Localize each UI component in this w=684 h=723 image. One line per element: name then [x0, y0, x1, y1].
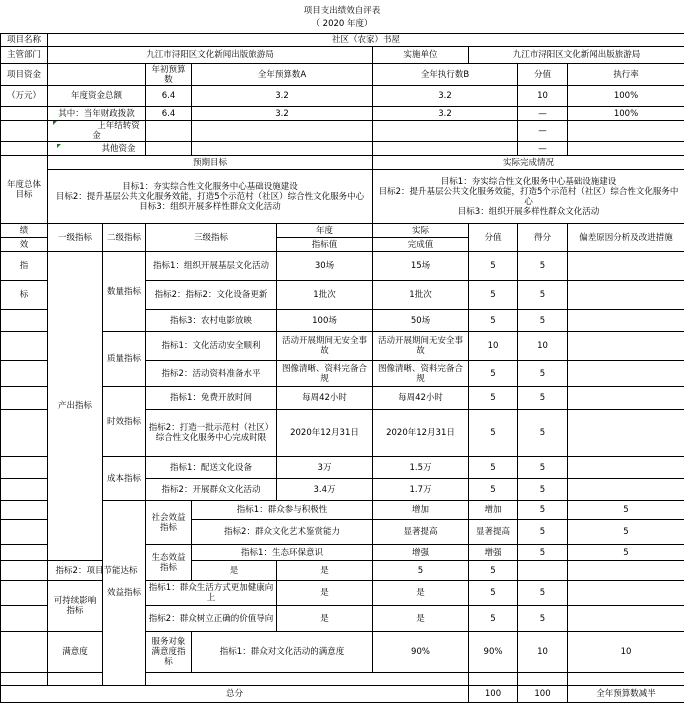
funds-unit: （万元） — [1, 86, 48, 107]
project-name-label: 项目名称 — [1, 34, 48, 47]
table-row: 指标2：项目节能达标 是 是 5 5 — [1, 561, 684, 581]
l1-output: 产出指标 — [48, 252, 103, 561]
goals-label: 年度总体目标 — [1, 156, 48, 224]
l2-cost: 成本指标 — [103, 457, 146, 501]
table-row: 指标2：群众文化艺术鉴赏能力 显著提高 显著提高 5 5 — [1, 520, 684, 545]
table-row: 满意度 服务对象满意度指标 指标1：群众对文化活动的满意度 90% 90% 10 10 — [1, 632, 684, 673]
header-l3: 三级指标 — [146, 224, 277, 252]
table-row: 成本指标 指标1：配送文化设备 3万 1.5万 5 5 — [1, 457, 684, 479]
table-row: 指标2：开展群众文化活动 3.4万 1.7万 5 5 — [1, 479, 684, 501]
goals-expected: 目标1：夯实综合性文化服务中心基础设施建设 目标2：提升基层公共文化服务效能，打造5个示范村（社区）综合性文化服务中心 目标3：组织开展多样性群众文化活动 — [48, 170, 373, 224]
header-done: 完成值 — [373, 238, 469, 252]
table-row: 指 产出指标 数量指标 指标1：组织开展基层文化活动 30场 15场 5 5 — [1, 252, 684, 281]
header-actual: 实际 — [373, 224, 469, 238]
funds-header-budget: 年初预算数 — [146, 64, 192, 86]
cell-marker-icon — [53, 121, 57, 125]
l2-sustain: 可持续影响指标 — [48, 581, 103, 632]
goals-actual: 目标1：夯实综合性文化服务中心基础设施建设 目标2：提升基层公共文化服务效能，打造5个示范村（社区）综合性文化服务中心 目标3：组织开展多样性群众文化活动 — [373, 170, 684, 224]
table-row: 指标3：农村电影放映 100场 50场 5 5 — [1, 310, 684, 332]
cell-marker-icon — [57, 144, 61, 148]
l2-serve: 服务对象满意度指标 — [146, 632, 192, 673]
funds-header-full: 全年预算数A — [192, 64, 373, 86]
funds-row: 上年结转资金 — — [1, 121, 684, 142]
dept-name: 九江市浔阳区文化新闻出版旅游局 — [48, 47, 373, 64]
funds-header-exec: 全年执行数B — [373, 64, 518, 86]
l2-social: 社会效益指标 — [146, 501, 192, 545]
impl-label: 实施单位 — [373, 47, 469, 64]
table-row: 标 指标2：指标2：文化设备更新 1批次 1批次 5 5 — [1, 281, 684, 310]
total-note: 全年预算数减半 — [568, 686, 684, 703]
funds-header-score: 分值 — [518, 64, 568, 86]
side-label: 指 — [1, 252, 48, 281]
goals-expected-header: 预期目标 — [48, 156, 373, 170]
table-row: 指标2：打造一批示范村（社区）综合性文化服务中心完成时限 2020年12月31日 2020年12月31日 5 5 — [1, 410, 684, 457]
side-label: 效 — [1, 238, 48, 252]
header-reason: 偏差原因分析及改进措施 — [568, 224, 684, 252]
table-row: 生态效益指标 指标1：生态环保意识 增强 增强 5 5 — [1, 545, 684, 561]
total-label: 总分 — [1, 686, 469, 703]
evaluation-table — [0, 33, 684, 703]
l2-time: 时效指标 — [103, 387, 146, 457]
doc-title: 项目支出绩效自评表 — [303, 6, 381, 16]
dept-label: 主管部门 — [1, 47, 48, 64]
side-label-top: 绩 — [1, 224, 48, 238]
l1-benefit: 效益指标 — [103, 501, 146, 686]
goals-actual-header: 实际完成情况 — [373, 156, 684, 170]
header-got: 得分 — [518, 224, 568, 252]
header-target: 指标值 — [277, 238, 373, 252]
impl-name: 九江市浔阳区文化新闻出版旅游局 — [469, 47, 684, 64]
header-score: 分值 — [469, 224, 518, 252]
table-row: 时效指标 指标1：免费开放时间 每周42小时 每周42小时 5 5 — [1, 387, 684, 410]
header-l1: 一级指标 — [48, 224, 103, 252]
table-row: 效益指标 社会效益指标 指标1：群众参与积极性 增加 增加 5 5 — [1, 501, 684, 520]
table-row: 质量指标 指标1：文化活动安全顺利 活动开展期间无安全事故 活动开展期间无安全事故 10 10 — [1, 332, 684, 361]
header-year: 年度 — [277, 224, 373, 238]
l2-ecology: 生态效益指标 — [146, 545, 192, 581]
header-l2: 二级指标 — [103, 224, 146, 252]
funds-label: 项目资金 — [1, 64, 48, 86]
l1-satisfaction: 满意度 — [48, 632, 103, 673]
side-label: 标 — [1, 281, 48, 310]
funds-row: 其他资金 — — [1, 142, 684, 156]
l2-quantity: 数量指标 — [103, 252, 146, 332]
total-score: 100 — [469, 686, 518, 703]
table-row: 指标2：群众树立正确的价值导向 是 是 5 5 — [1, 606, 684, 632]
table-row: 可持续影响指标 指标1：群众生活方式更加健康向上 是 是 5 5 — [1, 581, 684, 606]
funds-row: （万元） 年度资金总额 6.4 3.2 3.2 10 100% — [1, 86, 684, 107]
funds-header-rate: 执行率 — [568, 64, 684, 86]
project-name: 社区（农家）书屋 — [48, 34, 684, 47]
funds-row: 其中：当年财政拨款 6.4 3.2 3.2 — 100% — [1, 107, 684, 121]
total-got: 100 — [518, 686, 568, 703]
doc-year: （ 2020 年度） — [311, 19, 373, 29]
table-row: 指标2：活动资料准备水平 图像清晰、资料完备合规 图像清晰、资料完备合规 5 5 — [1, 361, 684, 387]
l2-quality: 质量指标 — [103, 332, 146, 387]
